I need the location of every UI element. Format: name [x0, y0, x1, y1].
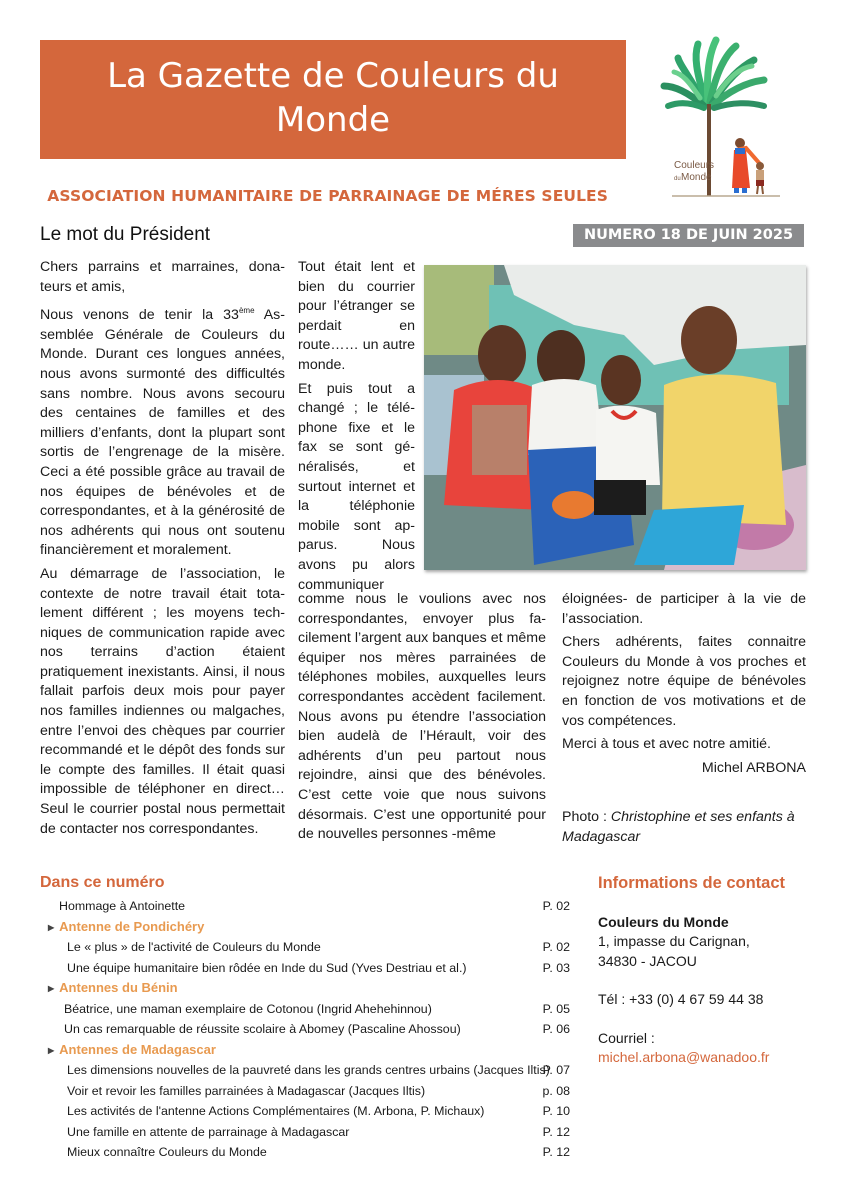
contact-email-label: Courriel : [598, 1029, 655, 1046]
photo-caption: Photo : Christophine et ses enfants à Madagascar [562, 809, 795, 845]
contact-phone: Tél : +33 (0) 4 67 59 44 38 [598, 991, 764, 1007]
logo-text-line2: Monde [681, 172, 712, 183]
triangle-right-icon: ▶ [48, 922, 55, 932]
contact-address-line2: 34830 - JACOU [598, 952, 697, 969]
triangle-right-icon: ▶ [48, 1045, 55, 1055]
article-column-1 [40, 258, 285, 843]
toc-item[interactable]: Une équipe humanitaire bien rôdée en Inde du Sud (Yves Destriau et al.) P. 03 [40, 958, 580, 979]
toc-page-number: P. 02 [542, 940, 570, 954]
toc-item[interactable]: Voir et revoir les familles parrainées à Madagascar (Jacques Iltis) p. 08 [40, 1081, 580, 1102]
article-title: Le mot du Président [40, 224, 211, 245]
contact-address-line1: 1, impasse du Carignan, [598, 933, 750, 949]
paragraph: Et puis tout a changé ; le téléphone fixe et le fax se sont généralisés, et surtout internet et la téléphonie mobile sont apparus. Nous avons pu alors communiquer [298, 380, 415, 593]
masthead-banner [40, 40, 626, 159]
toc-page-number: P. 07 [542, 1063, 570, 1077]
article-column-2-top [298, 258, 415, 599]
paragraph: Chers parrains et marraines, donateurs et amis, [40, 259, 285, 295]
logo-text-line1: Couleurs [674, 160, 715, 171]
toc-item[interactable]: Mieux connaître Couleurs du Monde P. 12 [40, 1142, 580, 1163]
table-of-contents [40, 874, 580, 1163]
contact-organization: Couleurs du Monde [598, 913, 729, 930]
toc-page-number: P. 12 [542, 1124, 570, 1139]
toc-item[interactable]: Une famille en attente de parrainage à Madagascar P. 12 [40, 1122, 580, 1143]
photo-image-icon [424, 265, 806, 570]
masthead-title-line1: La Gazette de Couleurs du [107, 56, 559, 96]
triangle-right-icon: ▶ [48, 984, 55, 993]
association-subtitle: ASSOCIATION HUMANITAIRE DE PARRAINAGE DE MÉRES SEULES [47, 187, 608, 205]
palm-tree-logo-icon [660, 36, 790, 206]
article-column-3 [562, 590, 806, 852]
paragraph: éloignées- de participer à la vie de l’association. [562, 591, 806, 627]
contact-title: Informations de contact [598, 874, 786, 892]
toc-page-number: P. 03 [542, 960, 570, 975]
toc-title: Dans ce numéro [40, 874, 165, 891]
toc-section-madagascar[interactable]: ▶ Antennes de Madagascar [48, 1041, 216, 1057]
contact-email-link[interactable]: michel.arbona@wanadoo.fr [598, 1049, 770, 1065]
toc-section-benin[interactable]: ▶ Antennes du Bénin [48, 980, 178, 995]
paragraph: Au démarrage de l’association, le contexte de notre travail était totalement différent ; les moyens techniques de communication rapide avec nos terrains d’action étaient pratiquement inexistants. Ainsi, il nous fallait parfois deux mois pour payer nos familles indiennes ou malgaches, entre l’envoi des chèques par courrier recommandé et le dépôt des fonds sur le compte des familles. Il était quasi impossible de téléphoner en direct… Seul le courrier postal nous permettait de contacter nos correspondantes. [40, 565, 285, 837]
paragraph: Nous venons de tenir la 33ème Assemblée Générale de Couleurs du Monde. Durant ces longues années, nous avons surmonté des difficultés sans nombre. Nous avons secouru des centaines de familles et des milliers d’enfants, dont la plupart sont sortis de l’engrenage de la misère. Ceci a été possible grâce au travail de nos équipes de bénévoles et de correspondantes, et à la générosité de nos adhérents qui nous ont soutenu financièrement et moralement. [40, 306, 285, 559]
issue-badge: NUMERO 18 DE JUIN 2025 [573, 224, 804, 247]
paragraph: Merci à tous et avec notre amitié. [562, 736, 771, 753]
logo [660, 36, 790, 206]
toc-item[interactable]: Béatrice, une maman exemplaire de Cotonou (Ingrid Ahehehinnou) P. 05 [40, 999, 580, 1020]
family-photo [424, 265, 806, 570]
paragraph: Tout était lent et bien du courrier pour l’étranger se perdait en route…… un autre monde. [298, 259, 415, 373]
toc-page-number: P. 12 [542, 1145, 570, 1159]
toc-page-number: P. 05 [542, 1001, 570, 1016]
svg-text:du: du [674, 176, 681, 182]
article-column-2-bottom [298, 590, 546, 849]
toc-page-number: P. 02 [542, 899, 570, 913]
toc-item[interactable]: Les activités de l'antenne Actions Complémentaires (M. Arbona, P. Michaux) P. 10 [40, 1101, 580, 1122]
toc-item[interactable]: Le « plus » de l'activité de Couleurs du Monde P. 02 [40, 937, 580, 958]
signature: Michel ARBONA [701, 759, 806, 776]
toc-item[interactable]: Un cas remarquable de réussite scolaire à Abomey (Pascaline Ahossou) P. 06 [40, 1019, 580, 1040]
paragraph: comme nous le voulions avec nos correspondantes, envoyer plus facilement l’argent aux banques et même équiper nos mères parrainées de téléphones mobiles, auxquelles leurs correspondantes accèdent facilement. Nous avons pu étendre l’association bien audelà de l’Hérault, voir des adhérents d’un peu partout nous rejoindre, ainsi que des bénévoles. C’est cette voie que nous suivons désormais. C’est une opportunité pour de nouvelles personnes -même [298, 591, 546, 843]
masthead-title-line2: Monde [275, 100, 391, 140]
contact-block [598, 874, 828, 1068]
toc-page-number: P. 06 [542, 1022, 570, 1036]
paragraph: Chers adhérents, faites connaitre Couleurs du Monde à vos proches et rejoignez notre équipe de bénévoles en fonction de vos motivations et de vos compétences. [562, 634, 806, 729]
toc-page-number: p. 08 [542, 1083, 570, 1098]
toc-page-number: P. 10 [542, 1104, 570, 1118]
toc-section-pondichery[interactable]: ▶ Antenne de Pondichéry [48, 918, 205, 934]
toc-item[interactable]: Hommage à Antoinette P. 02 [40, 896, 580, 917]
toc-item[interactable]: Les dimensions nouvelles de la pauvreté dans les grands centres urbains (Jacques Iltis) P. 07 [40, 1060, 580, 1081]
